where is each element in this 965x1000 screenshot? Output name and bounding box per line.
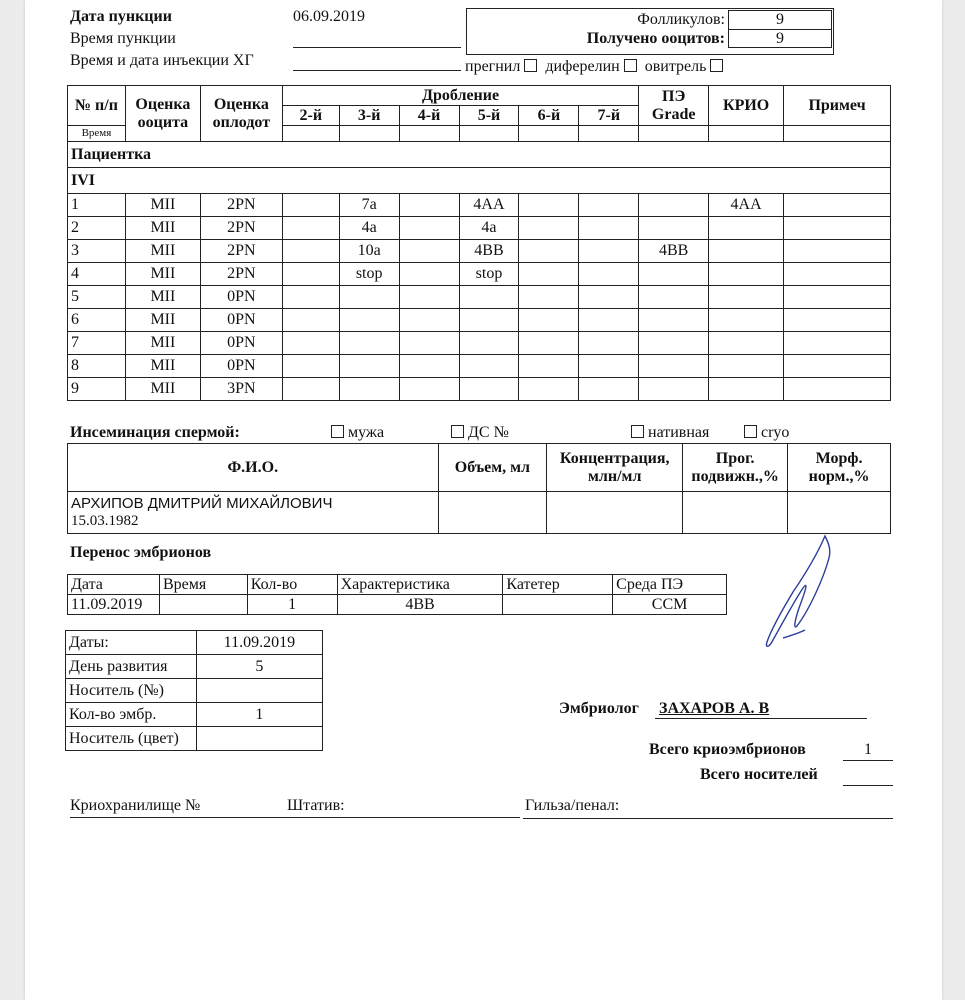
day-3-header: 3-й: [339, 106, 399, 126]
puncture-date-label: Дата пункции: [70, 8, 172, 25]
cell-d3: stop: [339, 263, 399, 286]
donor-dob: 15.03.1982: [71, 512, 139, 529]
cryo-row: [66, 727, 323, 751]
cell-d6: [519, 263, 579, 286]
volume-value: [438, 492, 547, 534]
cell-oocyte: MII: [125, 194, 200, 217]
col-note-header: Примеч: [784, 86, 891, 126]
puncture-time-line: [293, 47, 461, 48]
total-cryo-value: 1: [864, 741, 872, 758]
follicles-label: Фолликулов:: [637, 11, 725, 28]
oocytes-label: Получено ооцитов:: [586, 29, 725, 47]
embryologist-name: ЗАХАРОВ А. В: [659, 700, 770, 717]
cell-d7: [579, 194, 639, 217]
cell-krio: [709, 332, 784, 355]
cell-d5: 4BB: [459, 240, 519, 263]
cell-d6: [519, 332, 579, 355]
cell-oocyte: MII: [125, 286, 200, 309]
cell-d3: [339, 286, 399, 309]
transfer-value-cell: 4BB: [337, 595, 503, 615]
hcg-label: Время и дата инъекции ХГ: [70, 52, 254, 69]
cell-d3: [339, 309, 399, 332]
transfer-title: Перенос эмбрионов: [70, 544, 212, 561]
cell-d7: [579, 309, 639, 332]
sperm-table: [67, 443, 891, 534]
cryo-label: Носитель (№): [66, 679, 197, 703]
cell-d5: [459, 286, 519, 309]
cell-d4: [399, 194, 459, 217]
transfer-header-cell: Среда ПЭ: [613, 575, 727, 595]
cell-d7: [579, 378, 639, 401]
transfer-header-cell: Кол-во: [247, 575, 337, 595]
signature-scribble: [753, 530, 853, 660]
donor-name: АРХИПОВ ДМИТРИЙ МИХАЙЛОВИЧ: [71, 495, 333, 512]
cell-d5: 4a: [459, 217, 519, 240]
col-num-header: № п/п: [68, 86, 126, 126]
cell-n: 9: [68, 378, 126, 401]
cell-d6: [519, 194, 579, 217]
cell-fert: 3PN: [200, 378, 282, 401]
cell-note: [784, 286, 891, 309]
cell-krio: [709, 240, 784, 263]
cell-d6: [519, 240, 579, 263]
cell-d4: [399, 332, 459, 355]
cryo-value: 1: [196, 703, 322, 727]
cryo-row: [66, 631, 323, 655]
donor-label: ДС №: [468, 424, 509, 441]
cell-n: 2: [68, 217, 126, 240]
storage-rack-line: [70, 817, 520, 818]
cell-d7: [579, 286, 639, 309]
total-carriers-label: Всего носителей: [700, 766, 818, 783]
cryo-label: cryo: [761, 424, 790, 441]
cell-oocyte: MII: [125, 217, 200, 240]
cell-n: 1: [68, 194, 126, 217]
cell-krio: 4AA: [709, 194, 784, 217]
cryo-row: [66, 655, 323, 679]
table-row: [68, 217, 891, 240]
hcg-line: [293, 70, 461, 71]
cell-oocyte: MII: [125, 240, 200, 263]
donor-cell: [68, 492, 439, 534]
col-time-header: Время: [68, 126, 126, 142]
col-volume-header: Объем, мл: [438, 444, 547, 492]
insem-option-husband: [327, 424, 384, 442]
cell-note: [784, 240, 891, 263]
cell-pe: [639, 263, 709, 286]
insem-option-native: [627, 424, 709, 442]
cell-d4: [399, 217, 459, 240]
cell-note: [784, 217, 891, 240]
oocytes-value: 9: [729, 29, 832, 48]
table-row: [68, 332, 891, 355]
insem-option-donor: [447, 424, 509, 442]
cell-n: 7: [68, 332, 126, 355]
cell-n: 6: [68, 309, 126, 332]
checkbox-donor[interactable]: [451, 425, 464, 438]
table-row: [68, 355, 891, 378]
col-morph-header: Морф. норм.,%: [788, 444, 891, 492]
cell-krio: [709, 355, 784, 378]
cell-n: 3: [68, 240, 126, 263]
cell-d2: [282, 240, 339, 263]
embryologist-label: Эмбриолог: [559, 700, 639, 717]
cell-fert: 2PN: [200, 263, 282, 286]
cell-oocyte: MII: [125, 309, 200, 332]
cell-note: [784, 263, 891, 286]
col-oocyte-header: Оценка ооцита: [125, 86, 200, 142]
cell-oocyte: MII: [125, 263, 200, 286]
cell-d2: [282, 332, 339, 355]
cell-d5: [459, 309, 519, 332]
cell-d3: [339, 378, 399, 401]
cryo-value: [196, 727, 322, 751]
native-label: нативная: [648, 424, 710, 441]
col-fert-header: Оценка оплодот: [200, 86, 282, 142]
transfer-header-cell: Время: [159, 575, 247, 595]
cell-note: [784, 355, 891, 378]
cell-n: 5: [68, 286, 126, 309]
cell-note: [784, 309, 891, 332]
transfer-value-cell: CCM: [613, 595, 727, 615]
cell-d2: [282, 355, 339, 378]
cell-d5: [459, 378, 519, 401]
cell-krio: [709, 378, 784, 401]
cryo-row: [66, 679, 323, 703]
checkbox-native[interactable]: [631, 425, 644, 438]
cell-krio: [709, 286, 784, 309]
drug-options: [465, 58, 727, 76]
col-fio-header: Ф.И.О.: [68, 444, 439, 492]
checkbox-husband[interactable]: [331, 425, 344, 438]
cell-krio: [709, 309, 784, 332]
cell-krio: [709, 217, 784, 240]
cell-d5: [459, 355, 519, 378]
storage-label: Криохранилище №: [70, 797, 201, 814]
col-pe-header: ПЭ Grade: [639, 86, 709, 126]
drug-diferelin: диферелин: [545, 58, 620, 75]
cell-fert: 0PN: [200, 309, 282, 332]
day-2-header: 2-й: [282, 106, 339, 126]
transfer-header-cell: Дата: [68, 575, 160, 595]
cryo-value: 5: [196, 655, 322, 679]
embryo-table: [67, 85, 891, 401]
sleeve-label: Гильза/пенал:: [525, 797, 620, 814]
day-7-header: 7-й: [579, 106, 639, 126]
cell-pe: [639, 378, 709, 401]
day-6-header: 6-й: [519, 106, 579, 126]
sleeve-line: [523, 818, 893, 819]
cell-d2: [282, 217, 339, 240]
cell-oocyte: MII: [125, 355, 200, 378]
table-row: [68, 286, 891, 309]
cell-d3: [339, 332, 399, 355]
col-krio-header: КРИО: [709, 86, 784, 126]
day-4-header: 4-й: [399, 106, 459, 126]
cell-d4: [399, 355, 459, 378]
transfer-value-cell: 1: [247, 595, 337, 615]
cell-d3: 10a: [339, 240, 399, 263]
cell-note: [784, 378, 891, 401]
cell-n: 4: [68, 263, 126, 286]
cryo-label: Кол-во эмбр.: [66, 703, 197, 727]
cell-d2: [282, 194, 339, 217]
col-conc-header: Концентрация, млн/мл: [547, 444, 683, 492]
transfer-value-cell: 11.09.2019: [68, 595, 160, 615]
cell-d7: [579, 240, 639, 263]
cell-d3: [339, 355, 399, 378]
cell-pe: [639, 332, 709, 355]
transfer-header-cell: Характеристика: [337, 575, 503, 595]
total-carriers-line: [843, 785, 893, 786]
conc-value: [547, 492, 683, 534]
cell-d2: [282, 263, 339, 286]
cell-pe: [639, 355, 709, 378]
cell-pe: [639, 194, 709, 217]
cryo-value: 11.09.2019: [196, 631, 322, 655]
cell-d2: [282, 378, 339, 401]
col-cleavage-header: Дробление: [282, 86, 638, 106]
day-5-header: 5-й: [459, 106, 519, 126]
checkbox-cryo[interactable]: [744, 425, 757, 438]
col-motility-header: Прог. подвижн.,%: [683, 444, 788, 492]
table-row: [68, 309, 891, 332]
cell-fert: 2PN: [200, 194, 282, 217]
cryo-label: День развития: [66, 655, 197, 679]
cell-d7: [579, 332, 639, 355]
cell-fert: 0PN: [200, 286, 282, 309]
drug-pregnyl: прегнил: [465, 58, 521, 75]
transfer-table: [67, 574, 727, 615]
checkbox-ovitrelle[interactable]: [710, 59, 723, 72]
transfer-value-cell: [503, 595, 613, 615]
transfer-header-row: [68, 575, 727, 595]
cryo-table: [65, 630, 323, 751]
cell-d7: [579, 355, 639, 378]
cell-d3: 4a: [339, 217, 399, 240]
section-ivi: IVI: [68, 168, 891, 194]
table-row: [68, 194, 891, 217]
cell-oocyte: MII: [125, 378, 200, 401]
transfer-header-cell: Катетер: [503, 575, 613, 595]
total-cryo-line: [843, 760, 893, 761]
cell-d4: [399, 286, 459, 309]
husband-label: мужа: [348, 424, 385, 441]
insem-option-cryo: [740, 424, 789, 442]
cell-d4: [399, 309, 459, 332]
cell-d5: stop: [459, 263, 519, 286]
table-row: [68, 263, 891, 286]
checkbox-diferelin[interactable]: [624, 59, 637, 72]
cell-d6: [519, 355, 579, 378]
cell-n: 8: [68, 355, 126, 378]
puncture-date-value: 06.09.2019: [293, 8, 365, 25]
cell-pe: [639, 217, 709, 240]
transfer-values-row: [68, 595, 727, 615]
cryo-value: [196, 679, 322, 703]
cell-d4: [399, 263, 459, 286]
cell-d7: [579, 263, 639, 286]
cell-d2: [282, 286, 339, 309]
cell-pe: [639, 309, 709, 332]
cell-note: [784, 332, 891, 355]
cell-d6: [519, 286, 579, 309]
cell-note: [784, 194, 891, 217]
table-row: [68, 240, 891, 263]
cell-d5: [459, 332, 519, 355]
document-sheet: [25, 0, 942, 1000]
cell-fert: 2PN: [200, 217, 282, 240]
cryo-label: Носитель (цвет): [66, 727, 197, 751]
cell-oocyte: MII: [125, 332, 200, 355]
cryo-row: [66, 703, 323, 727]
cell-d2: [282, 309, 339, 332]
checkbox-pregnyl[interactable]: [524, 59, 537, 72]
cell-pe: [639, 286, 709, 309]
embryologist-line: [655, 718, 867, 719]
cell-d5: 4AA: [459, 194, 519, 217]
cell-pe: 4BB: [639, 240, 709, 263]
counts-table: [466, 10, 832, 48]
cell-d6: [519, 378, 579, 401]
cell-fert: 0PN: [200, 332, 282, 355]
morph-value: [788, 492, 891, 534]
total-cryo-label: Всего криоэмбрионов: [649, 741, 806, 758]
cell-fert: 2PN: [200, 240, 282, 263]
cell-d7: [579, 217, 639, 240]
follicles-value: 9: [729, 11, 832, 30]
cell-d6: [519, 217, 579, 240]
drug-ovitrelle: овитрель: [644, 58, 707, 75]
embryo-rows: [68, 194, 891, 401]
cell-d6: [519, 309, 579, 332]
insemination-label: Инсеминация спермой:: [70, 424, 240, 441]
puncture-time-label: Время пункции: [70, 30, 176, 47]
motility-value: [683, 492, 788, 534]
cell-fert: 0PN: [200, 355, 282, 378]
cryo-label: Даты:: [66, 631, 197, 655]
cell-d3: 7a: [339, 194, 399, 217]
table-row: [68, 378, 891, 401]
section-patient: Пациентка: [68, 142, 891, 168]
rack-label: Штатив:: [287, 797, 345, 814]
cell-d4: [399, 240, 459, 263]
cell-krio: [709, 263, 784, 286]
cell-d4: [399, 378, 459, 401]
transfer-value-cell: [159, 595, 247, 615]
